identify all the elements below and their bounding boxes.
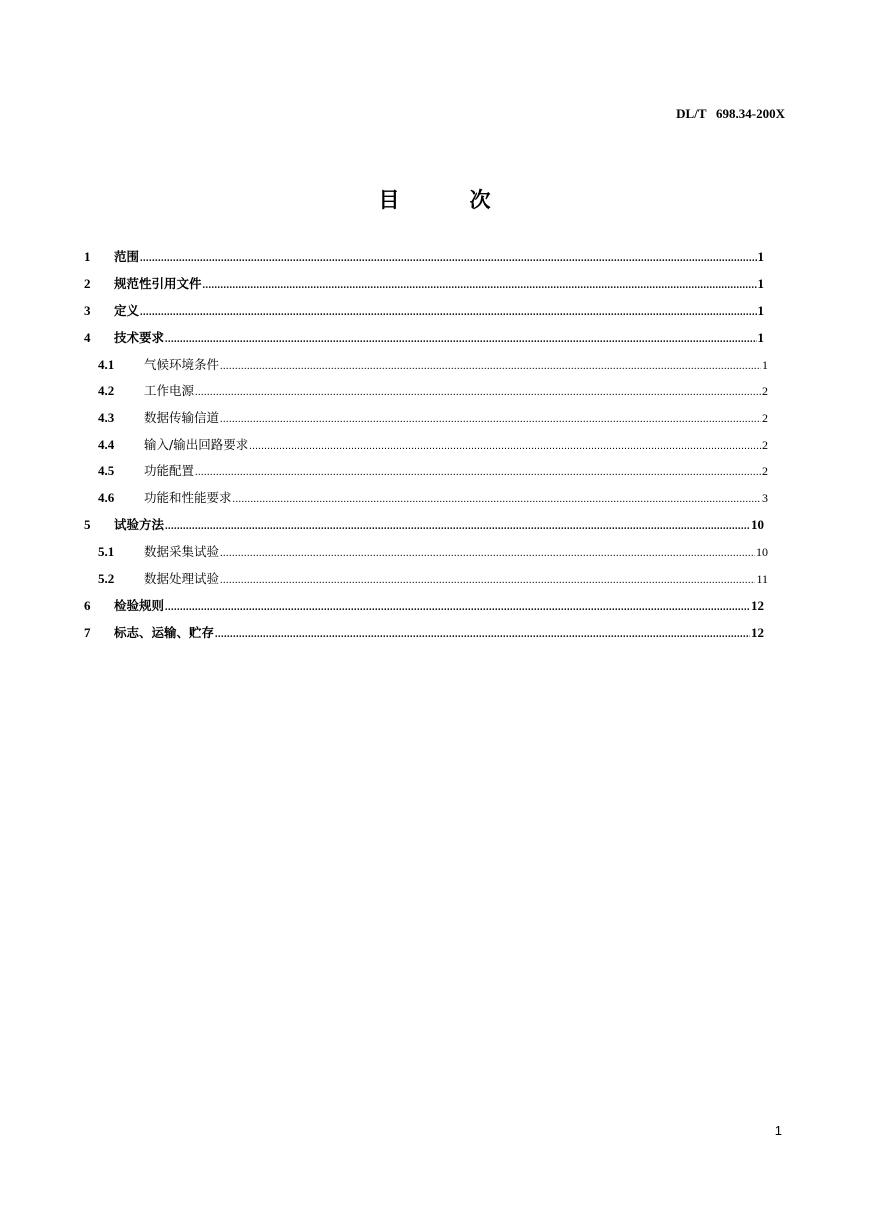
toc-leader bbox=[140, 307, 756, 318]
toc-page: 1 bbox=[757, 303, 764, 318]
toc-number: 1 bbox=[84, 249, 91, 264]
toc-page: 1 bbox=[762, 358, 768, 372]
toc-number: 2 bbox=[84, 276, 91, 291]
toc-page: 2 bbox=[762, 384, 768, 398]
toc-number: 4.3 bbox=[98, 410, 115, 425]
toc-number: 3 bbox=[84, 303, 91, 318]
toc-label: 功能配置 bbox=[144, 463, 195, 478]
toc-label: 检验规则 bbox=[114, 598, 165, 613]
toc-entry[interactable] bbox=[98, 435, 768, 453]
toc-leader bbox=[165, 602, 750, 613]
toc-number: 5.1 bbox=[98, 544, 115, 559]
toc-leader bbox=[195, 387, 761, 398]
toc-page: 2 bbox=[762, 464, 768, 478]
toc-entry[interactable] bbox=[84, 328, 764, 346]
toc-leader bbox=[140, 253, 756, 264]
toc-page: 11 bbox=[756, 572, 768, 586]
toc-leader bbox=[220, 361, 761, 372]
toc-page: 2 bbox=[762, 411, 768, 425]
toc-page: 2 bbox=[762, 438, 768, 452]
toc-label: 技术要求 bbox=[114, 330, 165, 345]
toc-entry[interactable] bbox=[98, 488, 768, 506]
toc-number: 4.4 bbox=[98, 437, 115, 452]
toc-label: 气候环境条件 bbox=[144, 357, 220, 372]
toc-entry[interactable] bbox=[98, 408, 768, 426]
toc-label: 数据采集试验 bbox=[144, 544, 220, 559]
toc-number: 7 bbox=[84, 625, 91, 640]
toc-leader bbox=[220, 414, 761, 425]
toc-leader bbox=[215, 629, 750, 640]
toc-page: 12 bbox=[751, 625, 764, 640]
toc-entry[interactable] bbox=[84, 247, 764, 265]
toc-label: 输入/输出回路要求 bbox=[144, 437, 249, 452]
toc-label: 工作电源 bbox=[144, 383, 195, 398]
toc-label: 数据传输信道 bbox=[144, 410, 220, 425]
toc-label: 数据处理试验 bbox=[144, 571, 220, 586]
page-number: 1 bbox=[774, 1123, 782, 1138]
toc-page: 1 bbox=[757, 330, 764, 345]
toc-number: 5 bbox=[84, 517, 91, 532]
toc-page: 1 bbox=[757, 276, 764, 291]
toc-leader bbox=[203, 280, 757, 291]
document-code: DL/T 698.34-200X bbox=[676, 106, 785, 121]
toc-page: 10 bbox=[756, 545, 768, 559]
toc-leader bbox=[233, 494, 761, 505]
toc-number: 4 bbox=[84, 330, 91, 345]
toc-leader bbox=[165, 521, 750, 532]
toc-entry[interactable] bbox=[84, 301, 764, 319]
toc-label: 规范性引用文件 bbox=[114, 276, 202, 291]
toc-entry[interactable] bbox=[98, 381, 768, 399]
toc-number: 4.1 bbox=[98, 357, 115, 372]
toc-page: 1 bbox=[757, 249, 764, 264]
toc-entry[interactable] bbox=[84, 274, 764, 292]
toc-page: 10 bbox=[751, 517, 764, 532]
toc-label: 范围 bbox=[114, 249, 140, 264]
toc-entry[interactable] bbox=[98, 461, 768, 479]
toc-label: 定义 bbox=[114, 303, 140, 318]
toc-leader bbox=[220, 548, 755, 559]
toc-entry[interactable] bbox=[84, 515, 764, 533]
toc-label: 功能和性能要求 bbox=[144, 490, 232, 505]
title-char-2: 次 bbox=[469, 188, 491, 212]
toc-entry[interactable] bbox=[84, 623, 764, 641]
toc-entry[interactable] bbox=[84, 596, 764, 614]
toc-label: 标志、运输、贮存 bbox=[114, 625, 215, 640]
toc-entry[interactable] bbox=[98, 542, 768, 560]
toc-page: 3 bbox=[762, 491, 768, 505]
toc-leader bbox=[195, 467, 761, 478]
title-char-1: 目 bbox=[378, 188, 400, 212]
toc-leader bbox=[220, 575, 755, 586]
page-title bbox=[0, 184, 869, 214]
toc-label: 试验方法 bbox=[114, 517, 165, 532]
toc-number: 4.5 bbox=[98, 463, 115, 478]
toc-leader bbox=[165, 334, 756, 345]
toc-entry[interactable] bbox=[98, 569, 768, 587]
toc-leader bbox=[249, 441, 761, 452]
toc-page: 12 bbox=[751, 598, 764, 613]
toc-number: 6 bbox=[84, 598, 91, 613]
toc-number: 4.2 bbox=[98, 383, 115, 398]
toc-entry[interactable] bbox=[98, 355, 768, 373]
toc-number: 4.6 bbox=[98, 490, 115, 505]
toc-number: 5.2 bbox=[98, 571, 115, 586]
